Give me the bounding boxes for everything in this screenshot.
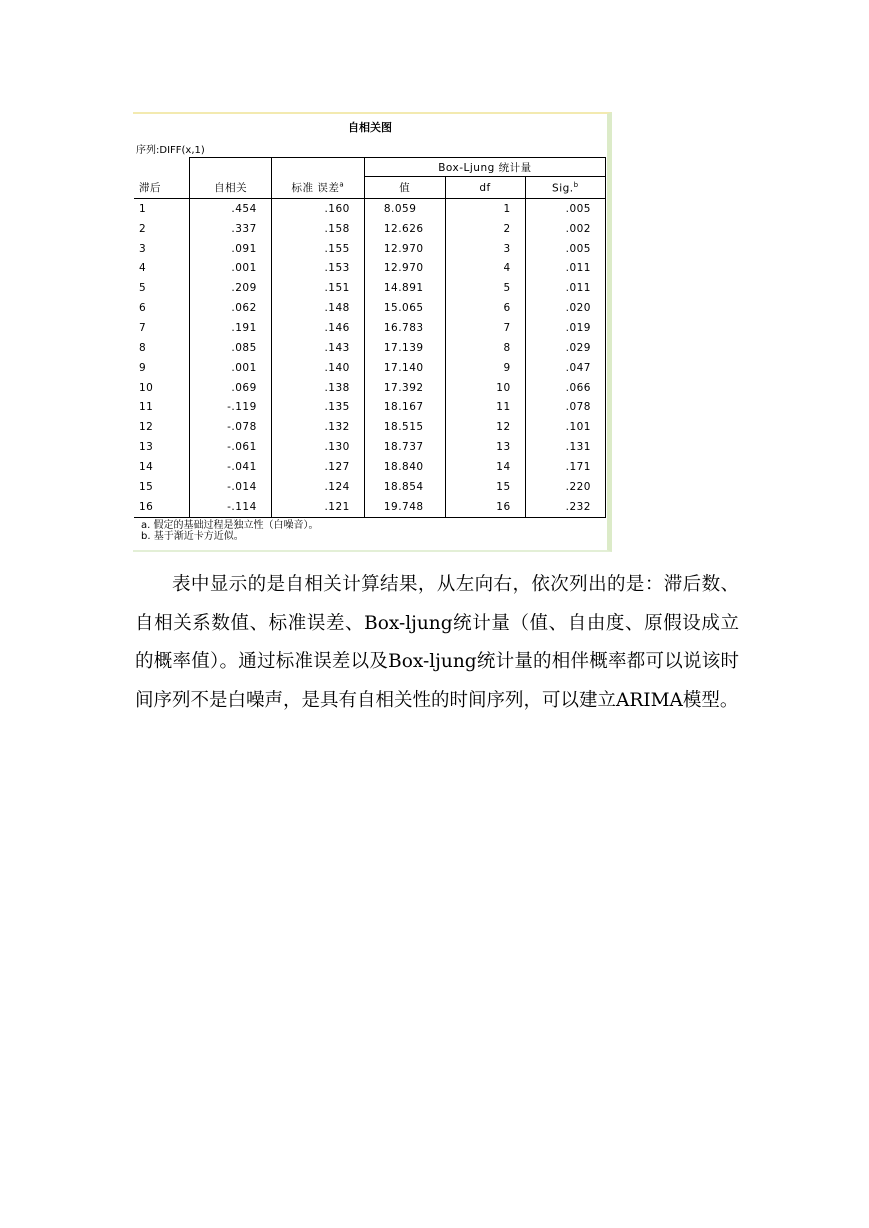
table-row — [134, 219, 606, 239]
body-paragraph: 表中显示的是自相关计算结果，从左向右，依次列出的是：滞后数、自相关系数值、标准误差、Box-ljung统计量（值、自由度、原假设成立的概率值）。通过标准误差以及Box-ljung统计量的相伴概率都可以说该时间序列不是白噪声，是具有自相关性的时间序列，可以建立ARIMA模型。 — [135, 574, 739, 711]
lag-cell: 10 — [139, 381, 154, 394]
box-ljung-group-header: Box-Ljung 统计量 — [364, 158, 605, 177]
table-body — [134, 199, 606, 518]
df-cell: 10 — [445, 378, 525, 398]
sig-cell: .066 — [525, 378, 605, 398]
value-cell: 18.854 — [364, 477, 445, 497]
autocorrelation-table — [134, 157, 606, 518]
autocorr-cell: -.119 — [190, 397, 271, 417]
table-row — [134, 477, 606, 497]
sig-cell: .101 — [525, 417, 605, 437]
header-row-columns — [134, 177, 606, 199]
sig-cell: .005 — [525, 239, 605, 259]
lag-cell: 16 — [134, 497, 190, 517]
autocorr-cell: -.041 — [190, 457, 271, 477]
table-row — [134, 397, 606, 417]
sig-cell: .029 — [525, 338, 605, 358]
sig-header — [525, 177, 605, 199]
sig-cell: .078 — [525, 397, 605, 417]
autocorr-cell: .085 — [190, 338, 271, 358]
lag-cell: 14 — [139, 460, 154, 473]
table-row — [134, 338, 606, 358]
autocorr-cell: .001 — [190, 259, 271, 279]
autocorr-cell: .191 — [190, 318, 271, 338]
lag-cell: 4 — [139, 262, 147, 275]
std-error-cell: .160 — [271, 199, 364, 219]
lag-cell: 9 — [139, 361, 147, 374]
value-cell: 18.515 — [364, 417, 445, 437]
autocorr-cell: .209 — [190, 278, 271, 298]
table-row — [134, 497, 606, 517]
value-cell: 17.392 — [364, 378, 445, 398]
df-cell: 1 — [445, 199, 525, 219]
std-error-cell: .132 — [271, 417, 364, 437]
df-cell: 11 — [445, 397, 525, 417]
autocorr-cell: -.114 — [190, 497, 271, 517]
df-cell: 2 — [445, 219, 525, 239]
std-error-cell: .153 — [271, 259, 364, 279]
autocorr-header: 自相关 — [190, 177, 271, 199]
df-cell: 14 — [445, 457, 525, 477]
autocorr-cell: -.061 — [190, 437, 271, 457]
std-error-cell: .151 — [271, 278, 364, 298]
std-error-label: 标准 误差 — [291, 181, 340, 194]
std-error-cell: .138 — [271, 378, 364, 398]
autocorr-cell: .454 — [190, 199, 271, 219]
footnote-b: b. 基于渐近卡方近似。 — [141, 531, 244, 542]
std-error-cell: .143 — [271, 338, 364, 358]
value-cell: 12.970 — [364, 239, 445, 259]
sig-cell: .002 — [525, 219, 605, 239]
autocorr-cell: .062 — [190, 298, 271, 318]
sig-cell: .232 — [525, 497, 605, 517]
sig-label: Sig. — [552, 182, 574, 195]
sig-cell: .171 — [525, 457, 605, 477]
table-row — [134, 239, 606, 259]
table-row — [134, 298, 606, 318]
lag-cell: 12 — [139, 421, 154, 434]
std-error-cell: .146 — [271, 318, 364, 338]
value-cell: 8.059 — [364, 199, 445, 219]
df-cell: 7 — [445, 318, 525, 338]
df-cell: 16 — [445, 497, 525, 517]
std-error-cell: .148 — [271, 298, 364, 318]
sig-cell: .220 — [525, 477, 605, 497]
table-row — [134, 437, 606, 457]
df-cell: 5 — [445, 278, 525, 298]
value-cell: 15.065 — [364, 298, 445, 318]
autocorr-cell: .069 — [190, 378, 271, 398]
value-cell: 18.840 — [364, 457, 445, 477]
sig-cell: .011 — [525, 278, 605, 298]
lag-cell: 13 — [139, 441, 154, 454]
value-header: 值 — [364, 177, 445, 199]
table-row — [134, 358, 606, 378]
table-row — [134, 199, 606, 219]
table-row — [134, 259, 606, 279]
lag-cell: 1 — [139, 202, 147, 215]
df-cell: 3 — [445, 239, 525, 259]
lag-cell: 15 — [139, 480, 154, 493]
sig-cell: .131 — [525, 437, 605, 457]
df-cell: 6 — [445, 298, 525, 318]
lag-header: 滞后 — [134, 177, 190, 199]
sig-cell: .005 — [525, 199, 605, 219]
std-error-header — [271, 177, 364, 199]
df-cell: 4 — [445, 259, 525, 279]
df-cell: 15 — [445, 477, 525, 497]
table-row — [134, 417, 606, 437]
table-row — [134, 278, 606, 298]
sig-cell: .020 — [525, 298, 605, 318]
std-error-cell: .127 — [271, 457, 364, 477]
lag-cell: 3 — [139, 242, 147, 255]
footnotes — [141, 520, 319, 542]
df-cell: 13 — [445, 437, 525, 457]
value-cell: 18.737 — [364, 437, 445, 457]
value-cell: 18.167 — [364, 397, 445, 417]
autocorrelation-figure — [133, 112, 612, 552]
df-cell: 12 — [445, 417, 525, 437]
table-row — [134, 318, 606, 338]
df-cell: 8 — [445, 338, 525, 358]
std-error-cell: .155 — [271, 239, 364, 259]
table-title: 自相关图 — [348, 121, 392, 134]
std-error-cell: .121 — [271, 497, 364, 517]
value-cell: 17.140 — [364, 358, 445, 378]
std-error-cell: .158 — [271, 219, 364, 239]
lag-cell: 6 — [139, 302, 147, 315]
footnote-marker-b: b — [573, 180, 579, 189]
header-row-top — [134, 158, 606, 177]
table-row — [134, 378, 606, 398]
lag-cell: 5 — [139, 282, 147, 295]
std-error-cell: .124 — [271, 477, 364, 497]
value-cell: 14.891 — [364, 278, 445, 298]
autocorr-cell: .001 — [190, 358, 271, 378]
std-error-cell: .135 — [271, 397, 364, 417]
std-error-cell: .140 — [271, 358, 364, 378]
lag-cell: 11 — [139, 401, 154, 414]
sig-cell: .011 — [525, 259, 605, 279]
autocorr-cell: .337 — [190, 219, 271, 239]
autocorr-cell: .091 — [190, 239, 271, 259]
df-header: df — [445, 177, 525, 199]
value-cell: 16.783 — [364, 318, 445, 338]
std-error-cell: .130 — [271, 437, 364, 457]
sig-cell: .047 — [525, 358, 605, 378]
footnote-marker-a: a — [339, 180, 345, 189]
footnote-a: a. 假定的基础过程是独立性（白噪音）。 — [141, 520, 319, 531]
df-cell: 9 — [445, 358, 525, 378]
value-cell: 12.970 — [364, 259, 445, 279]
table-row — [134, 457, 606, 477]
value-cell: 19.748 — [364, 497, 445, 517]
lag-cell: 7 — [139, 321, 147, 334]
series-label: 序列:DIFF(x,1) — [136, 145, 205, 156]
autocorr-cell: -.014 — [190, 477, 271, 497]
sig-cell: .019 — [525, 318, 605, 338]
value-cell: 17.139 — [364, 338, 445, 358]
lag-cell: 8 — [139, 341, 147, 354]
autocorr-cell: -.078 — [190, 417, 271, 437]
value-cell: 12.626 — [364, 219, 445, 239]
lag-cell: 2 — [139, 222, 147, 235]
